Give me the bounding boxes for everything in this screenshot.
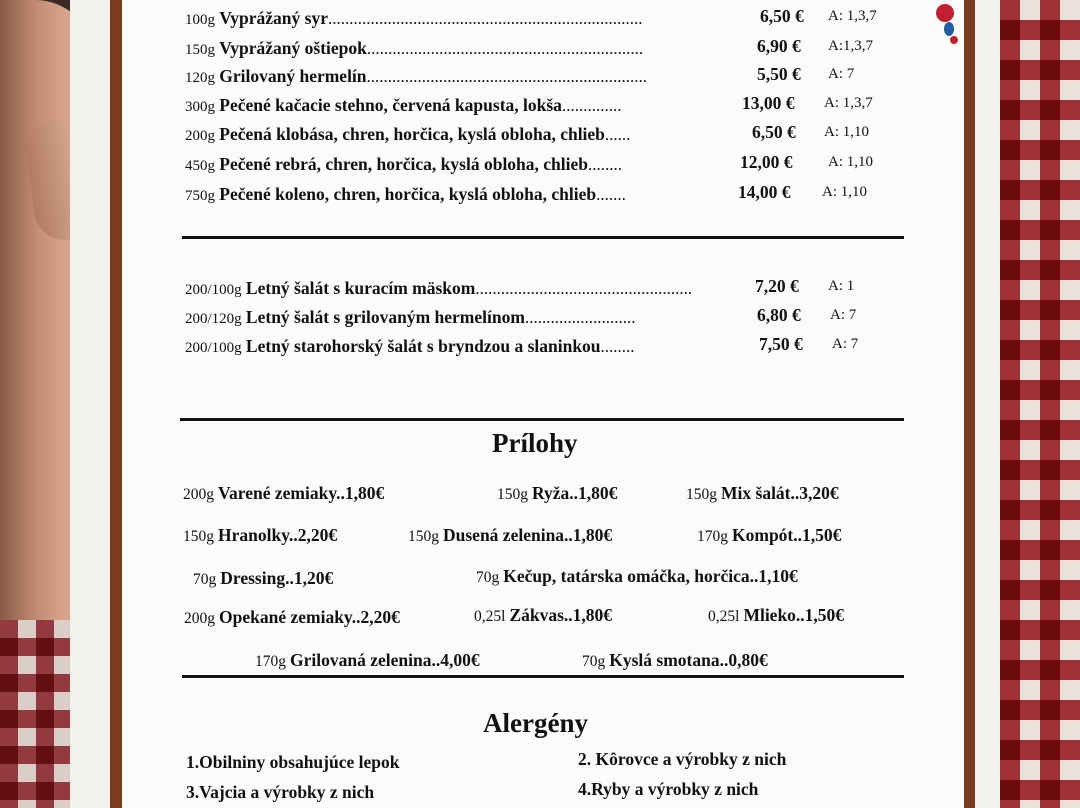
side-weight: 0,25l <box>708 608 740 625</box>
side-weight: 70g <box>582 653 606 670</box>
allergens-heading: Alergény <box>483 708 588 738</box>
side-name: Kyslá smotana..0,80€ <box>609 650 768 670</box>
item-name: Letný šalát s kuracím mäskom <box>245 278 476 298</box>
side-item <box>476 566 798 587</box>
item-name: Vyprážaný syr <box>219 8 328 28</box>
item-leader: ........ <box>588 155 623 174</box>
side-name: Dusená zelenina..1,80€ <box>443 525 613 545</box>
item-name: Letný starohorský šalát s bryndzou a slaninkou <box>245 336 601 356</box>
item-allergens: A: 1,3,7 <box>828 8 877 24</box>
item-price: 13,00 € <box>742 93 795 113</box>
item-weight: 120g <box>185 70 215 86</box>
side-weight: 150g <box>408 528 439 545</box>
item-name: Pečené kačacie stehno, červená kapusta, lokša <box>219 95 562 115</box>
side-name: Opekané zemiaky..2,20€ <box>219 607 400 627</box>
item-weight: 300g <box>185 99 215 115</box>
item-allergens: A: 1,3,7 <box>824 95 873 111</box>
side-weight: 200g <box>183 486 214 503</box>
sides-heading: Prílohy <box>492 428 578 458</box>
allergen-item: 1.Obilniny obsahujúce lepok <box>186 752 400 772</box>
item-price: 5,50 € <box>757 64 801 84</box>
item-weight: 200/120g <box>185 311 242 327</box>
side-name: Dressing..1,20€ <box>220 568 334 588</box>
item-leader: ....... <box>596 185 626 204</box>
side-name: Ryža..1,80€ <box>532 483 618 503</box>
item-price: 14,00 € <box>738 182 791 202</box>
side-weight: 170g <box>697 528 728 545</box>
menu-item-5 <box>185 154 622 175</box>
item-name: Pečená klobása, chren, horčica, kyslá obloha, chlieb <box>219 124 605 144</box>
item-leader: ...... <box>604 125 631 144</box>
menu-item-2 <box>185 66 647 87</box>
folk-ornament-icon <box>930 0 964 50</box>
item-price: 12,00 € <box>740 152 793 172</box>
side-weight: 70g <box>476 569 500 586</box>
side-name: Kompót..1,50€ <box>732 525 842 545</box>
side-name: Varené zemiaky..1,80€ <box>218 483 385 503</box>
allergen-item: 2. Kôrovce a výrobky z nich <box>578 749 787 769</box>
item-leader: .......................................................................... <box>327 9 643 28</box>
side-item <box>255 650 480 671</box>
item-allergens: A: 7 <box>830 307 857 323</box>
side-name: Mlieko..1,50€ <box>743 605 845 625</box>
item-name: Pečené rebrá, chren, horčica, kyslá obloha, chlieb <box>219 154 589 174</box>
item-weight: 200/100g <box>185 282 242 298</box>
item-price: 6,80 € <box>757 305 801 325</box>
side-weight: 0,25l <box>474 608 506 625</box>
item-weight: 100g <box>185 12 215 28</box>
tablecloth <box>1000 0 1080 808</box>
item-weight: 150g <box>185 42 215 58</box>
side-item <box>686 483 839 504</box>
side-weight: 70g <box>193 571 217 588</box>
menu-item-4 <box>185 124 630 145</box>
item-price: 7,50 € <box>759 334 803 354</box>
allergen-item: 3.Vajcia a výrobky z nich <box>186 782 375 802</box>
item-name: Vyprážaný oštiepok <box>219 38 367 58</box>
side-name: Mix šalát..3,20€ <box>721 483 839 503</box>
item-leader: ........ <box>600 337 635 356</box>
item-allergens: A: 1,10 <box>824 124 869 140</box>
side-weight: 170g <box>255 653 286 670</box>
menu-item-1 <box>185 38 643 59</box>
side-item <box>408 525 612 546</box>
item-leader: .......................... <box>524 308 636 327</box>
item-leader: .............. <box>561 96 622 115</box>
section-divider <box>180 418 904 421</box>
side-name: Kečup, tatárska omáčka, horčica..1,10€ <box>503 566 798 586</box>
item-leader: ................................................................. <box>366 39 644 58</box>
menu-page <box>122 0 964 808</box>
side-item <box>697 525 841 546</box>
tablecloth-left <box>0 620 80 808</box>
item-name: Pečené koleno, chren, horčica, kyslá obloha, chlieb <box>219 184 597 204</box>
side-item <box>474 605 612 626</box>
item-allergens: A: 1 <box>828 278 855 294</box>
item-leader: .................................................................. <box>366 67 648 86</box>
side-item <box>193 568 333 589</box>
section-divider <box>182 236 904 239</box>
item-weight: 450g <box>185 158 215 174</box>
side-item <box>183 525 337 546</box>
side-weight: 150g <box>686 486 717 503</box>
allergen-item: 4.Ryby a výrobky z nich <box>578 779 759 799</box>
side-weight: 150g <box>497 486 528 503</box>
side-item <box>184 607 400 628</box>
item-leader: ................................................... <box>475 279 693 298</box>
menu-item-0 <box>185 8 642 29</box>
side-name: Hranolky..2,20€ <box>218 525 338 545</box>
salad-item-1 <box>185 307 635 328</box>
item-weight: 750g <box>185 188 215 204</box>
side-item <box>183 483 384 504</box>
item-price: 6,50 € <box>752 122 796 142</box>
side-name: Grilovaná zelenina..4,00€ <box>290 650 480 670</box>
side-weight: 200g <box>184 610 215 627</box>
salad-item-0 <box>185 278 692 299</box>
side-name: Zákvas..1,80€ <box>509 605 613 625</box>
side-item <box>708 605 844 626</box>
side-weight: 150g <box>183 528 214 545</box>
menu-item-6 <box>185 184 626 205</box>
item-allergens: A: 7 <box>832 336 859 352</box>
item-allergens: A:1,3,7 <box>828 38 873 54</box>
item-name: Grilovaný hermelín <box>219 66 367 86</box>
side-item <box>497 483 617 504</box>
item-price: 6,90 € <box>757 36 801 56</box>
item-name: Letný šalát s grilovaným hermelínom <box>245 307 525 327</box>
item-allergens: A: 1,10 <box>828 154 873 170</box>
item-allergens: A: 7 <box>828 66 855 82</box>
item-price: 7,20 € <box>755 276 799 296</box>
menu-item-3 <box>185 95 621 116</box>
salad-item-2 <box>185 336 635 357</box>
section-divider <box>182 675 904 678</box>
side-item <box>582 650 768 671</box>
item-weight: 200/100g <box>185 340 242 356</box>
item-weight: 200g <box>185 128 215 144</box>
item-allergens: A: 1,10 <box>822 184 867 200</box>
item-price: 6,50 € <box>760 6 804 26</box>
